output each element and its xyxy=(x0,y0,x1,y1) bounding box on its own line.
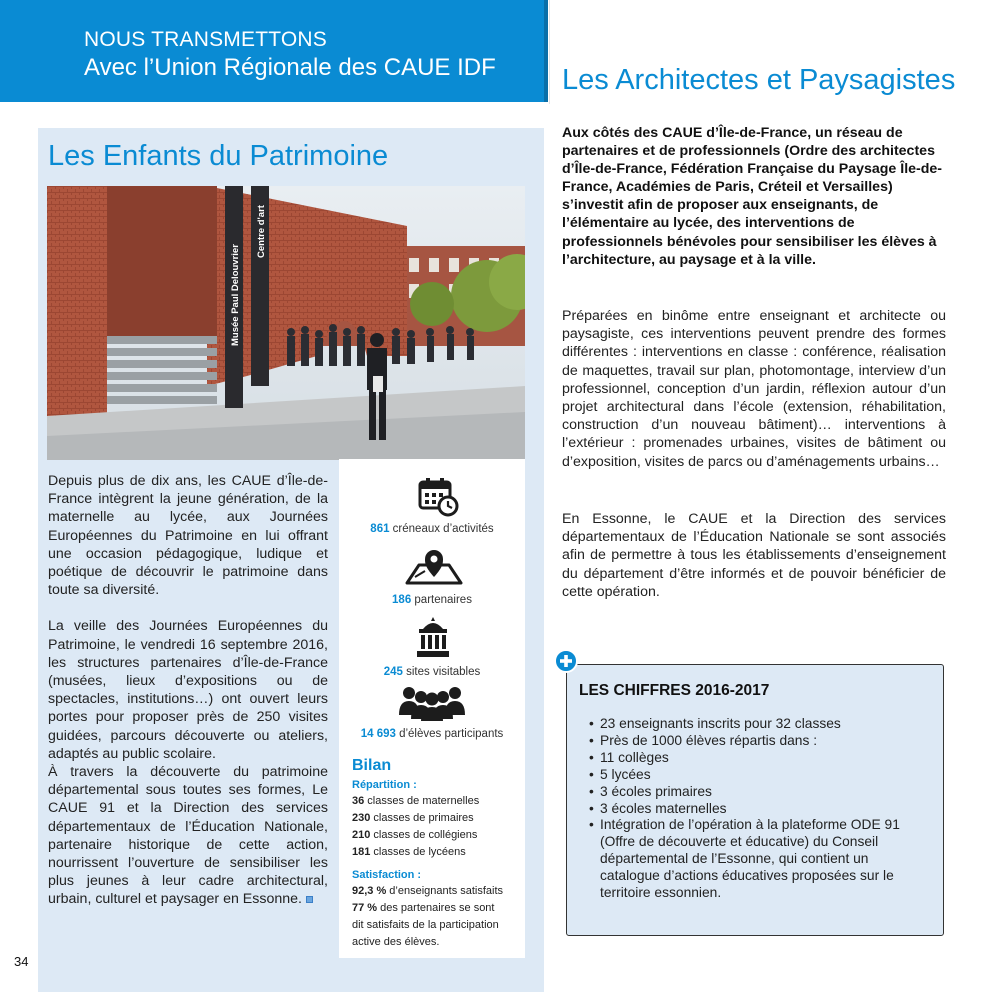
header-banner xyxy=(0,0,544,102)
stat-creneaux: 861 créneaux d’activités xyxy=(370,523,494,535)
museum-photo xyxy=(47,186,525,460)
end-mark-icon xyxy=(306,896,313,903)
satisfaction-partenaires: 77 % des partenaires se sont xyxy=(352,902,495,914)
stats-box xyxy=(339,459,525,958)
repartition-collegiens: 210 classes de collégiens xyxy=(352,829,478,841)
photo-sign-centre: Centre d'art xyxy=(256,205,267,258)
museum-icon xyxy=(415,615,451,659)
right-article-paragraph-1: Préparées en binôme entre enseignant et architecte ou paysagiste, ces interventions peuvent prendre des formes différentes : interventions en classe : conférence, réalisation de maquettes, travail sur plan, photomontage, interview d’un professionnel, conception d’un jardin, réflexion autour d’un projet architectural dans l’école (extension, réhabilitation, construction d’un nouveau bâtiment)… interventions à l’extérieur : promenades urbaines, visites de bâtiment ou d’exposition, visites de parcs ou d’aménagements urbains… xyxy=(562,308,946,470)
left-paragraph-3: À travers la découverte du patrimoine départemental sous toutes ses formes, Le CAUE 91 et la Direction des services départementaux de l’Éducation Nationale, partenaire historique de cette action, nourrissent l’ouverture de sensibiliser les plus jeunes à leur cadre architectural, urbain, culturel et paysager en Essonne. xyxy=(48,764,328,908)
repartition-lyceens: 181 classes de lycéens xyxy=(352,846,466,858)
museum-photo-illustration xyxy=(47,186,525,460)
stat-eleves: 14 693 d’élèves participants xyxy=(360,728,504,740)
list-item: • 3 écoles primaires xyxy=(589,784,929,801)
header-divider xyxy=(548,0,550,104)
list-item: • 5 lycées xyxy=(589,767,929,784)
chiffres-list xyxy=(589,716,929,902)
right-article-title: Les Architectes et Paysagistes xyxy=(562,64,956,96)
satisfaction-partenaires-line2: dit satisfaits de la participation xyxy=(352,919,499,931)
left-article-body xyxy=(48,472,328,909)
repartition-primaires: 230 classes de primaires xyxy=(352,812,474,824)
plus-icon xyxy=(553,648,579,674)
left-paragraph-3-wrap xyxy=(48,763,328,909)
left-article-title: Les Enfants du Patrimoine xyxy=(48,140,389,172)
section-label: NOUS TRANSMETTONS xyxy=(84,28,327,51)
section-subtitle: Avec l’Union Régionale des CAUE IDF xyxy=(84,54,496,81)
repartition-maternelles: 36 classes de maternelles xyxy=(352,795,480,807)
list-item: • Intégration de l’opération à la plateforme ODE 91 (Offre de découverte et éducative) du Conseil départemental de l’Essonne, qui contient un catalogue d’actions éducatives proposées sur le territoire essonnien. xyxy=(589,817,929,902)
right-article-paragraph-2: En Essonne, le CAUE et la Direction des services départementaux de l’Éducation Nationale se sont associés afin de permettre à tous les établissements d’enseignement du département d’être informés et de pouvoir bénéficier de cette opération. xyxy=(562,511,946,600)
bilan-title: Bilan xyxy=(352,757,392,774)
list-item: • 23 enseignants inscrits pour 32 classes xyxy=(589,716,929,733)
photo-sign-musee: Musée Paul Delouvrier xyxy=(230,244,241,346)
left-paragraph-1: Depuis plus de dix ans, les CAUE d’Île-de-France intègrent la jeune génération, de la maternelle au lycée, aux Journées Européennes du Patrimoine en lui offrant une occasion pédagogique, ludique et poétique de découvrir le patrimoine dans toute sa diversité. xyxy=(48,473,328,599)
group-of-people-icon xyxy=(397,685,467,721)
stat-partenaires: 186 partenaires xyxy=(392,594,472,606)
satisfaction-partenaires-line3: active des élèves. xyxy=(352,936,440,948)
list-item: • Près de 1000 élèves répartis dans : xyxy=(589,733,929,750)
repartition-label: Répartition : xyxy=(352,779,417,791)
satisfaction-enseignants: 92,3 % d’enseignants satisfaits xyxy=(352,885,504,897)
map-pin-icon xyxy=(403,547,465,587)
stat-sites: 245 sites visitables xyxy=(383,666,481,678)
chiffres-title: LES CHIFFRES 2016-2017 xyxy=(579,682,770,699)
page-number: 34 xyxy=(14,954,29,969)
left-paragraph-2: La veille des Journées Européennes du Patrimoine, le vendredi 16 septembre 2016, les structures partenaires d’Île-de-France (musées, lieux d’expositions ou de spectacles, institutions…) ont ouvert leurs portes pour proposer près de 250 visites guidées, parcours découverte ou ateliers, adaptés au public scolaire. xyxy=(48,618,328,762)
list-item: • 3 écoles maternelles xyxy=(589,801,929,818)
calendar-clock-icon xyxy=(417,475,459,517)
satisfaction-label: Satisfaction : xyxy=(352,869,422,881)
right-article-intro: Aux côtés des CAUE d’Île-de-France, un réseau de partenaires et de professionnels (Ordre des architectes d’Île-de-France, Fédération Française du Paysage Île-de-France, Académies de Paris, Créteil et Versailles) s’investit afin de proposer aux enseignants, de l’élémentaire au lycée, des interventions de professionnels bénévoles pour sensibiliser les élèves à l’architecture, au paysage et à la ville. xyxy=(562,125,943,268)
list-item: • 11 collèges xyxy=(589,750,929,767)
